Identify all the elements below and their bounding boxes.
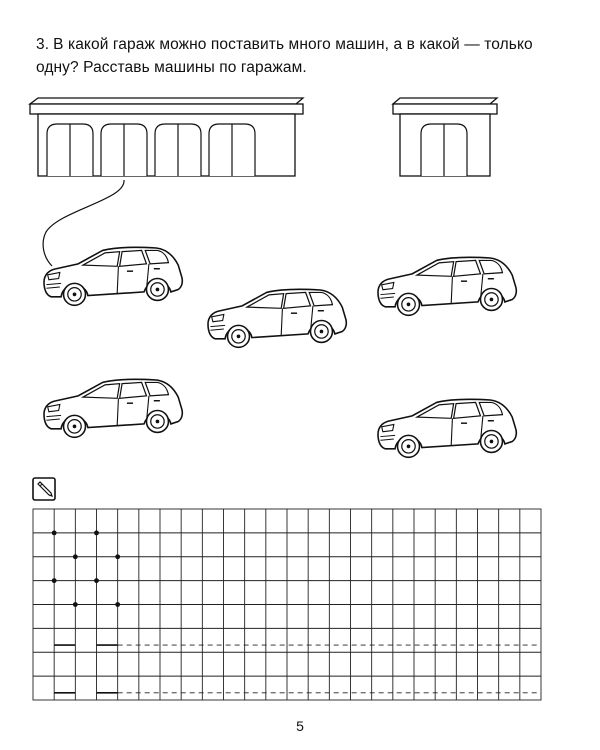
grid-dot (115, 602, 120, 607)
dot-pattern (52, 530, 120, 606)
car-3 (378, 257, 516, 315)
grid-dot (73, 602, 78, 607)
small-garage (393, 98, 497, 176)
grid-dot (52, 578, 57, 583)
pencil-icon (33, 478, 55, 500)
writing-grid (33, 509, 541, 700)
task-question: В какой гараж можно поставить много машин, а в какой — только одну? Расставь машины по гаражам. (36, 36, 533, 76)
grid-dot (73, 554, 78, 559)
page-number: 5 (296, 718, 304, 734)
car-2 (208, 289, 346, 347)
big-garage (30, 98, 303, 176)
grid-dot (94, 578, 99, 583)
task-number: 3. (36, 36, 50, 53)
grid-dot (52, 530, 57, 535)
grid-dot (115, 554, 120, 559)
car-5 (378, 399, 516, 457)
car-1 (44, 247, 182, 305)
grid-dot (94, 530, 99, 535)
car-4 (44, 379, 182, 437)
